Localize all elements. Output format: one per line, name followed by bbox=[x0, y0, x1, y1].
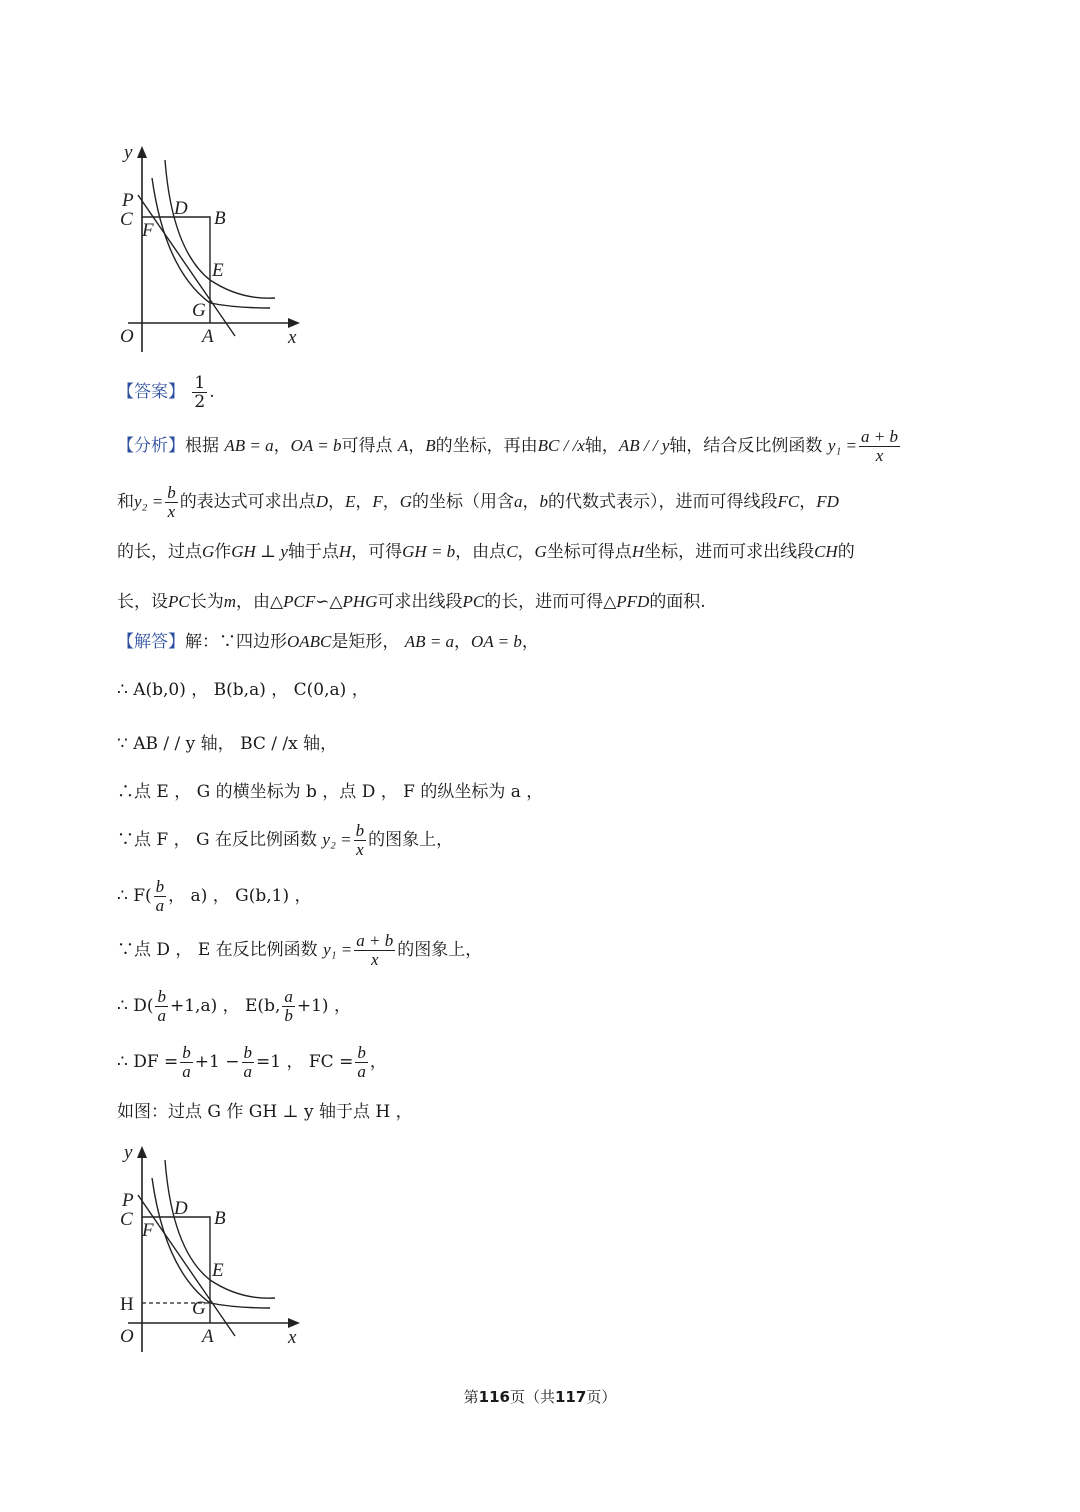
label-g-2: G bbox=[192, 1298, 206, 1319]
graph-svg-2 bbox=[110, 1140, 310, 1360]
answer-tag: 【答案】 bbox=[117, 382, 185, 402]
label-y-2: y bbox=[124, 1142, 133, 1163]
figure-bottom bbox=[110, 1140, 310, 1360]
label-x-2: x bbox=[288, 1327, 297, 1348]
analysis-line-2: 和y₂ = $\frac{b}{x}$ 的表达式可求出点D，E，F，G的坐标（用含a，b的代数式表示），进而可得线段FC，FD bbox=[117, 483, 839, 521]
solution-line-6: ∴ F( $\frac{b}{a}$ ， a) ， G(b,1) ， bbox=[117, 877, 312, 915]
solution-line-2: ∴ A(b,0) ， B(b,a) ， C(0,a) ， bbox=[117, 680, 369, 700]
solution-line-7: ∵点 D ， E 在反比例函数 y₁ = $\frac{a + b}{x}$ 的图象上， bbox=[117, 931, 483, 969]
figure-top bbox=[110, 140, 310, 360]
solution-line-5: ∵点 F ， G 在反比例函数 y₂ = $\frac{b}{x}$ 的图象上， bbox=[117, 821, 454, 859]
current-page: 116 bbox=[478, 1388, 510, 1406]
answer-line: 【答案】 $\frac{1}{2}$ . bbox=[117, 373, 215, 412]
y-arrow-2 bbox=[137, 1146, 147, 1158]
label-p-2: P bbox=[122, 1190, 134, 1211]
label-y: y bbox=[124, 142, 133, 163]
solution-line-4: ∴点 E ， G 的横坐标为 b ，点 D ， F 的纵坐标为 a ， bbox=[117, 782, 544, 802]
analysis-line-1: 【分析】根据 AB = a，OA = b可得点 A，B的坐标，再由BC / /x轴，AB / / y轴，结合反比例函数 y₁ = $\frac{a + b}{x}$ bbox=[117, 427, 898, 465]
total-pages: 117 bbox=[555, 1388, 587, 1406]
label-d: D bbox=[174, 198, 188, 219]
label-h-2: H bbox=[120, 1294, 134, 1315]
solution-tag: 【解答】 bbox=[117, 632, 185, 652]
label-x: x bbox=[288, 327, 297, 348]
label-d-2: D bbox=[174, 1198, 188, 1219]
answer-fraction: $\frac{1}{2}$ bbox=[194, 373, 206, 412]
solution-line-10: 如图：过点 G 作 GH ⊥ y 轴于点 H ， bbox=[117, 1102, 413, 1122]
y-arrow bbox=[137, 146, 147, 158]
solution-line-3: ∵ AB / / y 轴， BC / /x 轴， bbox=[117, 734, 338, 754]
label-a-2: A bbox=[202, 1326, 214, 1347]
label-c: C bbox=[120, 209, 133, 230]
analysis-tag: 【分析】 bbox=[117, 436, 185, 456]
page-footer: 第116页（共117页） bbox=[463, 1388, 617, 1406]
analysis-line-4: 长，设PC长为m，由△PCF∽△PHG可求出线段PC的长，进而可得△PFD的面积. bbox=[117, 592, 706, 612]
label-f-2: F bbox=[142, 1220, 154, 1241]
graph-svg bbox=[110, 140, 310, 360]
label-b-2: B bbox=[214, 1208, 226, 1229]
label-b: B bbox=[214, 208, 226, 229]
solution-line-9: ∴ DF = $\frac{b}{a}$ +1 − $\frac{b}{a}$ =1 ， FC = $\frac{b}{a}$ ， bbox=[117, 1043, 387, 1081]
solution-line-1: 【解答】解：∵四边形OABC是矩形， AB = a，OA = b， bbox=[117, 632, 539, 652]
label-e: E bbox=[212, 260, 224, 281]
label-e-2: E bbox=[212, 1260, 224, 1281]
label-g: G bbox=[192, 300, 206, 321]
label-c-2: C bbox=[120, 1209, 133, 1230]
label-a: A bbox=[202, 326, 214, 347]
analysis-line-3: 的长，过点G作GH ⊥ y轴于点H，可得GH = b，由点C，G坐标可得点H坐标，进而可求出线段CH的 bbox=[117, 542, 855, 562]
label-o: O bbox=[120, 326, 134, 347]
label-o-2: O bbox=[120, 1326, 134, 1347]
solution-line-8: ∴ D( $\frac{b}{a}$ +1,a) ， E(b, $\frac{a}{b}$ +1) ， bbox=[117, 987, 351, 1025]
label-f: F bbox=[142, 220, 154, 241]
label-p: P bbox=[122, 190, 134, 211]
